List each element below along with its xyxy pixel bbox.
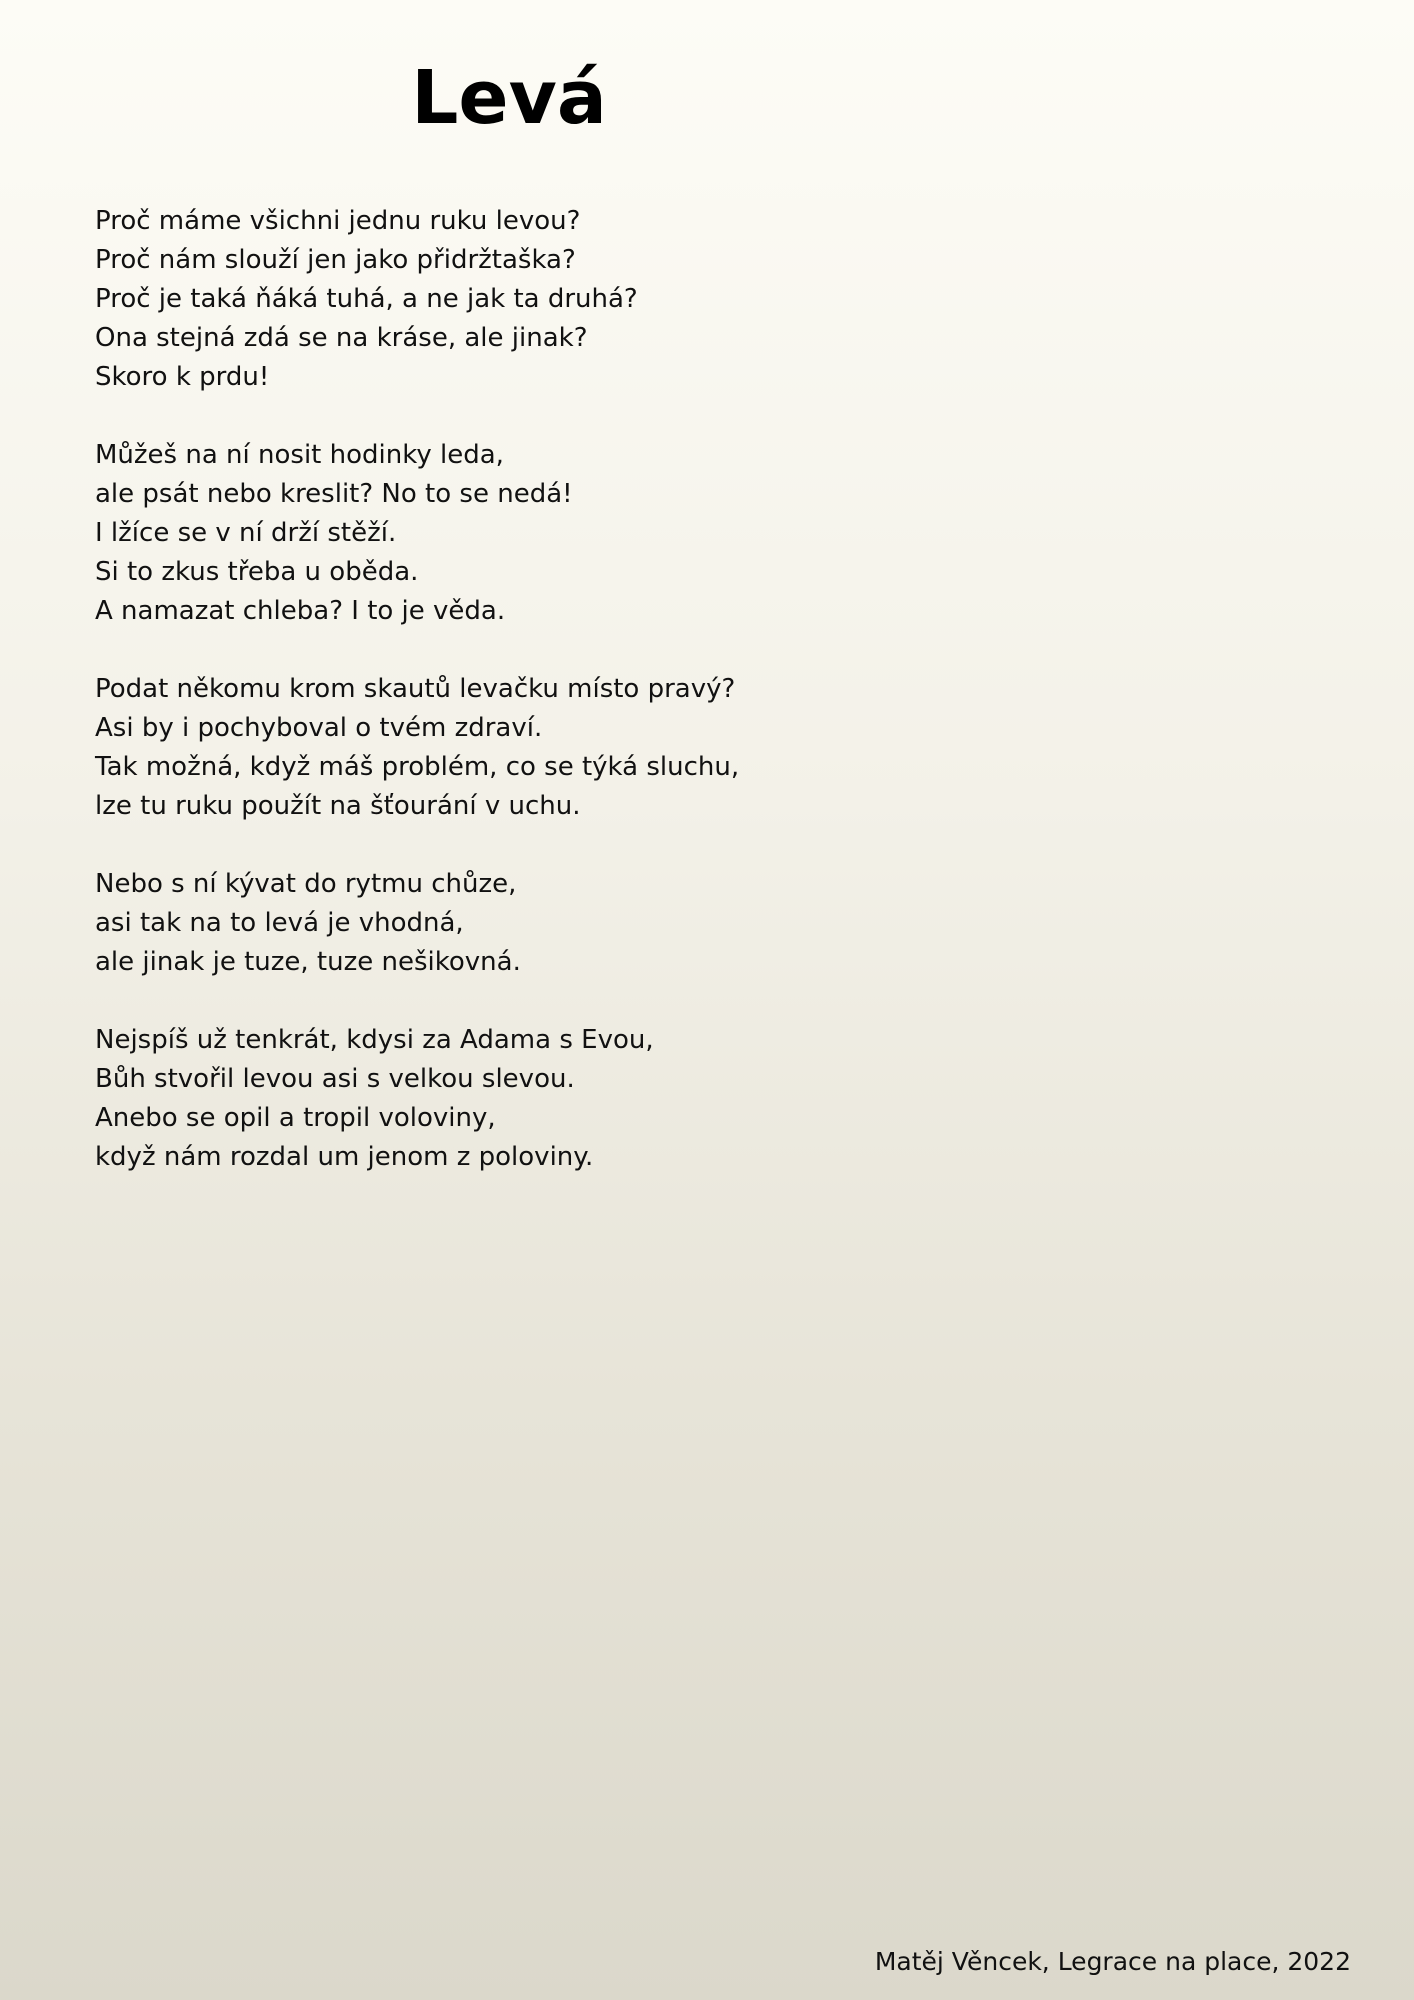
poem-line: A namazat chleba? I to je věda. <box>95 596 506 626</box>
poem-line: lze tu ruku použít na šťourání v uchu. <box>95 791 581 821</box>
poem-line: Proč je taká ňáká tuhá, a ne jak ta druhá? <box>95 284 638 314</box>
poem-line: ale jinak je tuze, tuze nešikovná. <box>95 947 521 977</box>
poem-line: Tak možná, když máš problém, co se týká sluchu, <box>95 752 740 782</box>
poem-line: Proč máme všichni jednu ruku levou? <box>95 206 581 236</box>
poem-line: když nám rozdal um jenom z poloviny. <box>95 1142 594 1172</box>
author-signature: Matěj Věncek, Legrace na place, 2022 <box>874 1947 1351 1976</box>
poem-title: Levá <box>411 55 607 141</box>
stanza-1 <box>95 202 1295 397</box>
poem-line: Nebo s ní kývat do rytmu chůze, <box>95 869 517 899</box>
stanza-2 <box>95 436 1295 631</box>
poem-line: Skoro k prdu! <box>95 362 270 392</box>
poem-line: Proč nám slouží jen jako přidržtaška? <box>95 245 576 275</box>
stanza-4 <box>95 865 1295 982</box>
poem-line: Ona stejná zdá se na kráse, ale jinak? <box>95 323 588 353</box>
poem-line: Asi by i pochyboval o tvém zdraví. <box>95 713 543 743</box>
poem-line: Si to zkus třeba u oběda. <box>95 557 419 587</box>
poem-line: Můžeš na ní nosit hodinky leda, <box>95 440 504 470</box>
poem-line: I lžíce se v ní drží stěží. <box>95 518 397 548</box>
stanza-3 <box>95 670 1295 826</box>
poem-body <box>95 202 1295 1216</box>
poem-line: Bůh stvořil levou asi s velkou slevou. <box>95 1064 575 1094</box>
poem-line: Nejspíš už tenkrát, kdysi za Adama s Evou, <box>95 1025 654 1055</box>
stanza-5 <box>95 1021 1295 1177</box>
poem-line: Podat někomu krom skautů levačku místo pravý? <box>95 674 736 704</box>
poem-line: ale psát nebo kreslit? No to se nedá! <box>95 479 573 509</box>
poem-line: Anebo se opil a tropil voloviny, <box>95 1103 496 1133</box>
poem-line: asi tak na to levá je vhodná, <box>95 908 464 938</box>
